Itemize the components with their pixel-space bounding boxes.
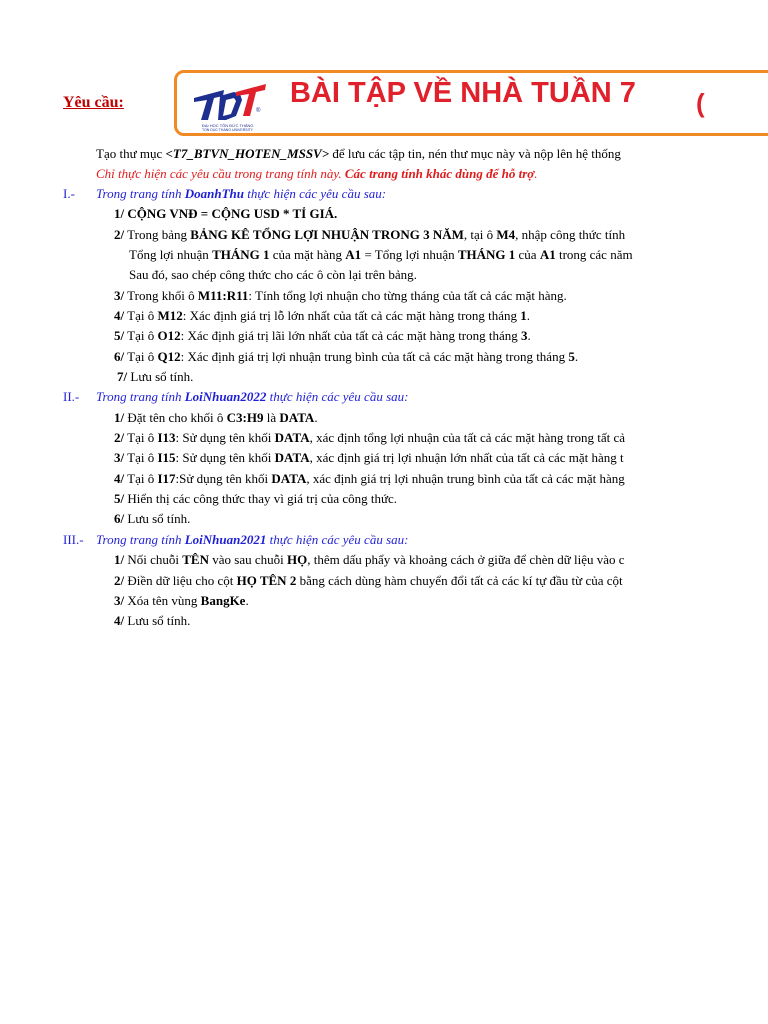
item-text: , xác định tổng lợi nhuận của tất cả các mặt hàng trong tất cả — [309, 430, 626, 445]
item-text: Trong khối ô — [127, 288, 198, 303]
intro-line-2 — [96, 166, 538, 182]
note-text: . — [534, 166, 538, 181]
s3-item-4 — [114, 613, 190, 629]
item-text: , xác định giá trị lợi nhuận lớn nhất của tất cả các mặt hàng t — [309, 450, 624, 465]
item-text: . — [314, 410, 318, 425]
item-text: Đặt tên cho khối ô — [127, 410, 227, 425]
item-text: Tổng lợi nhuận — [129, 247, 213, 262]
item-text: Tại ô — [127, 328, 158, 343]
item-number: 2/ — [114, 430, 125, 445]
item-number: 2/ — [114, 227, 125, 242]
item-emphasis: TÊN — [182, 552, 209, 567]
item-number: 1/ — [114, 206, 125, 221]
logo-registered-mark: ® — [256, 108, 261, 114]
section-3-heading — [96, 532, 408, 548]
sheet-name: DoanhThu — [184, 186, 244, 201]
item-emphasis: 5 — [568, 349, 575, 364]
logo-caption-1: ĐẠI HỌC TÔN ĐỨC THẮNG — [202, 123, 254, 128]
s3-item-1 — [114, 552, 625, 568]
s2-item-3 — [114, 450, 624, 466]
item-text: . — [574, 349, 579, 364]
s1-item-5 — [114, 328, 531, 344]
item-text: . — [527, 328, 531, 343]
item-emphasis: M12 — [157, 308, 183, 323]
item-text: Tại ô — [127, 471, 158, 486]
item-text: Tại ô — [127, 430, 158, 445]
s1-item-3 — [114, 288, 567, 304]
item-text: , xác định giá trị lợi nhuận trung bình của tất cả các mặt hàng — [306, 471, 625, 486]
note-emphasis: Các trang tính khác dùng để hỗ trợ — [344, 166, 535, 181]
item-emphasis: BẢNG KÊ TỔNG LỢI NHUẬN TRONG 3 NĂM — [190, 227, 464, 242]
s1-item-4 — [114, 308, 530, 324]
item-emphasis: BangKe — [200, 593, 246, 608]
item-number: 7/ — [117, 369, 128, 384]
s2-item-5 — [114, 491, 397, 507]
item-text: : Xác định giá trị lỗ lớn nhất của tất cả các mặt hàng trong tháng — [182, 308, 521, 323]
heading-text: thực hiện các yêu cầu sau: — [243, 186, 387, 201]
s1-item-2-line-2 — [129, 247, 633, 263]
item-number: 4/ — [114, 471, 125, 486]
item-text: bằng cách dùng hàm chuyển đổi tất cả các kí tự đầu từ của cột — [296, 573, 623, 588]
item-text: Lưu sổ tính. — [130, 369, 194, 384]
s3-item-2 — [114, 573, 623, 589]
item-number: 4/ — [114, 613, 125, 628]
s3-item-3 — [114, 593, 249, 609]
item-text: Tại ô — [127, 308, 158, 323]
item-number: 5/ — [114, 491, 125, 506]
university-logo — [190, 80, 270, 132]
item-number: 3/ — [114, 450, 125, 465]
item-text: : Xác định giá trị lợi nhuận trung bình của tất cả các mặt hàng trong tháng — [180, 349, 569, 364]
item-text: Tại ô — [127, 349, 158, 364]
logo-caption-2: TON DUC THANG UNIVERSITY — [202, 128, 254, 132]
item-emphasis: A1 — [345, 247, 362, 262]
s2-item-2 — [114, 430, 625, 446]
item-text: của — [515, 247, 540, 262]
item-number: 5/ — [114, 328, 125, 343]
item-text: Lưu sổ tính. — [127, 613, 191, 628]
item-text: là — [263, 410, 280, 425]
item-text: : Xác định giá trị lãi lớn nhất của tất cả các mặt hàng trong tháng — [180, 328, 522, 343]
item-text: , thêm dấu phẩy và khoảng cách ở giữa để chèn dữ liệu vào c — [307, 552, 625, 567]
item-text: : Tính tổng lợi nhuận cho từng tháng của tất cả các mặt hàng. — [248, 288, 567, 303]
item-text: Nối chuỗi — [127, 552, 183, 567]
heading-text: thực hiện các yêu cầu sau: — [266, 532, 409, 547]
item-emphasis: DATA — [274, 450, 310, 465]
item-emphasis: M4 — [496, 227, 516, 242]
item-text: của mặt hàng — [269, 247, 346, 262]
s1-item-2 — [114, 227, 625, 243]
item-text: :Sử dụng tên khối — [175, 471, 272, 486]
intro-line-1 — [96, 146, 621, 162]
s2-item-1 — [114, 410, 318, 426]
section-2-heading — [96, 389, 408, 405]
heading-text: thực hiện các yêu cầu sau: — [266, 389, 409, 404]
s1-item-1 — [114, 206, 337, 222]
item-number: 6/ — [114, 511, 125, 526]
item-emphasis: DATA — [274, 430, 310, 445]
item-text: Xóa tên vùng — [127, 593, 201, 608]
item-text: . — [526, 308, 531, 323]
item-text: Trong bảng — [127, 227, 191, 242]
section-3-number: III.- — [63, 532, 84, 547]
item-emphasis: O12 — [157, 328, 181, 343]
item-emphasis: C3:H9 — [226, 410, 264, 425]
heading-text: Trong trang tính — [96, 186, 185, 201]
item-text: Lưu sổ tính. — [127, 511, 191, 526]
intro-text: để lưu các tập tin, nén thư mục này và nộp lên hệ thống — [329, 146, 621, 161]
item-number: 6/ — [114, 349, 125, 364]
item-text: , nhập công thức tính — [515, 227, 626, 242]
s1-item-2-line-3: Sau đó, sao chép công thức cho các ô còn lại trên bảng. — [129, 267, 417, 282]
item-number: 2/ — [114, 573, 125, 588]
s1-item-7 — [117, 369, 193, 385]
item-text: Điền dữ liệu cho cột — [127, 573, 237, 588]
item-emphasis: DATA — [271, 471, 307, 486]
requirements-label: Yêu cầu: — [63, 94, 124, 111]
sheet-name: LoiNhuan2021 — [184, 532, 267, 547]
item-text: . — [245, 593, 249, 608]
item-text: Hiển thị các công thức thay vì giá trị của công thức. — [127, 491, 398, 506]
item-text: = Tổng lợi nhuận — [361, 247, 458, 262]
section-1-number: I.- — [63, 186, 75, 201]
item-number: 3/ — [114, 288, 125, 303]
note-text: Chỉ thực hiện các yêu cầu trong trang tính này. — [96, 166, 345, 181]
item-text: Tại ô — [127, 450, 158, 465]
item-number: 1/ — [114, 410, 125, 425]
intro-text: Tạo thư mục — [96, 146, 166, 161]
item-emphasis: I15 — [157, 450, 176, 465]
item-text: trong các năm — [555, 247, 633, 262]
item-text: , tại ô — [463, 227, 497, 242]
heading-text: Trong trang tính — [96, 532, 185, 547]
item-emphasis: I17 — [157, 471, 176, 486]
heading-text: Trong trang tính — [96, 389, 185, 404]
item-emphasis: THÁNG 1 — [457, 247, 516, 262]
item-emphasis: M11:R11 — [197, 288, 249, 303]
item-emphasis: THÁNG 1 — [212, 247, 270, 262]
section-1-heading — [96, 186, 386, 202]
s2-item-4 — [114, 471, 625, 487]
sheet-name: LoiNhuan2022 — [184, 389, 267, 404]
item-emphasis: 1 — [520, 308, 527, 323]
item-text: vào sau chuỗi — [209, 552, 287, 567]
item-emphasis: Q12 — [157, 349, 181, 364]
section-2-number: II.- — [63, 389, 80, 404]
banner-title-overflow: ( — [696, 88, 705, 118]
s1-item-6 — [114, 349, 578, 365]
item-emphasis: HỌ — [286, 552, 308, 567]
item-number: 3/ — [114, 593, 125, 608]
banner-title: BÀI TẬP VỀ NHÀ TUẦN 7 — [290, 77, 636, 109]
item-text: CỘNG VNĐ = CỘNG USD * TỈ GIÁ. — [127, 206, 338, 221]
s2-item-6 — [114, 511, 190, 527]
item-number: 4/ — [114, 308, 125, 323]
item-emphasis: 3 — [521, 328, 528, 343]
item-emphasis: DATA — [279, 410, 315, 425]
item-text: : Sử dụng tên khối — [175, 450, 275, 465]
item-emphasis: I13 — [157, 430, 176, 445]
item-emphasis: HỌ TÊN 2 — [236, 573, 297, 588]
item-number: 1/ — [114, 552, 125, 567]
folder-name: <T7_BTVN_HOTEN_MSSV> — [165, 146, 330, 161]
item-text: : Sử dụng tên khối — [175, 430, 275, 445]
item-emphasis: A1 — [539, 247, 556, 262]
